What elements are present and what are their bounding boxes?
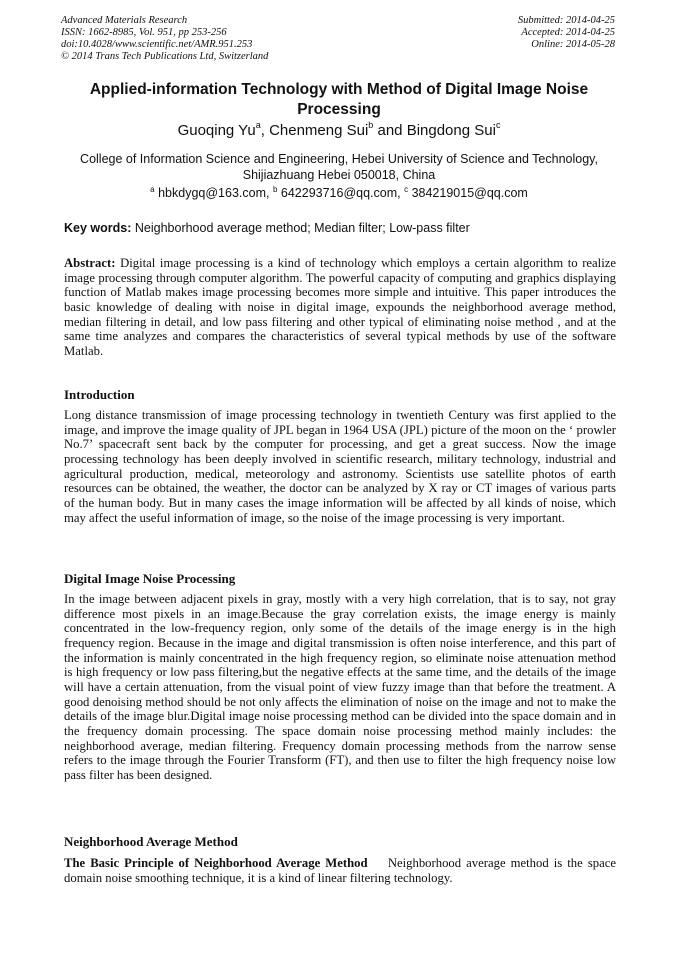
- abstract: [64, 256, 616, 359]
- paper-title: Applied-information Technology with Method of Digital Image Noise Processing: [89, 81, 589, 118]
- author-separator: and: [373, 122, 407, 139]
- submitted-date: Submitted: 2014-04-25: [517, 15, 615, 26]
- journal-name: Advanced Materials Research: [61, 15, 188, 26]
- copyright-line: © 2014 Trans Tech Publications Ltd, Switzerland: [61, 51, 269, 62]
- email-list: [61, 185, 617, 201]
- introduction-paragraph: Long distance transmission of image processing technology in twentieth Century was first applied to the image, and improve the image quality of JPL began in 1964 USA (JPL) picture of the moon on the ‘ prowler No.7’ spacecraft sent back by the computer for processing, and get a great success. Now the image processing technology has been deeply involved in scientific research, military technology, industrial and agricultural production, medical, meteorology and astronomy. Scientists use satellite photos of earth resources can be obtained, the weather, the doctor can be analyzed by X ray or CT images of various parts of the human body. But in many cases the image information will be affected by all kinds of noise, which may affect the useful information of image, so the noise of the image processing is very important.: [64, 408, 616, 525]
- email-mark: b: [272, 185, 278, 194]
- email-address: hbkdygq@163.com: [158, 186, 266, 200]
- journal-info: [61, 15, 268, 63]
- email-address: 384219015@qq.com: [411, 186, 528, 200]
- neighborhood-paragraph: [64, 856, 616, 885]
- abstract-label: Abstract:: [64, 256, 116, 270]
- issn-line: ISSN: 1662-8985, Vol. 951, pp 253-256: [61, 27, 227, 38]
- author-separator: ,: [260, 122, 270, 139]
- abstract-text: Digital image processing is a kind of technology which employs a certain algorithm to realize image processing through computer algorithm. The powerful capacity of computing and graphics displaying function of Matlab makes image processing becomes more simple and intuitive. This paper introduces the basic knowledge of dealing with noise in digital image, expounds the neighborhood average method, median filtering in detail, and low pass filtering and other typical of eliminating noise method , and at the same time analyzes and compares the characteristics of several typical methods by use of the software Matlab.: [64, 256, 616, 358]
- doi-line: doi:10.4028/www.scientific.net/AMR.951.253: [61, 39, 253, 50]
- submission-dates: [518, 15, 615, 51]
- keywords-text: Neighborhood average method; Median filter; Low-pass filter: [134, 221, 470, 235]
- online-date: Online: 2014-05-28: [531, 39, 615, 50]
- author-name: Bingdong Sui: [406, 122, 496, 139]
- subsection-label: The Basic Principle of Neighborhood Average Method: [64, 856, 368, 870]
- keywords: [64, 220, 620, 236]
- keywords-label: Key words:: [64, 221, 132, 235]
- email-address: 642293716@qq.com: [280, 186, 398, 200]
- author-list: [61, 121, 617, 141]
- section-heading-neighborhood: Neighborhood Average Method: [64, 834, 238, 849]
- email-mark: c: [404, 185, 409, 194]
- author-affil-mark: a: [255, 120, 261, 130]
- email-separator: ,: [397, 186, 405, 200]
- author-name: Guoqing Yu: [177, 122, 256, 139]
- accepted-date: Accepted: 2014-04-25: [521, 27, 615, 38]
- email-separator: ,: [266, 186, 273, 200]
- author-affil-mark: c: [495, 120, 501, 130]
- noise-processing-paragraph: In the image between adjacent pixels in gray, mostly with a very high correlation, that is to say, not gray difference most pixels in an image.Because the gray correlation exists, the image energy is mainly concentrated in the low-frequency region, only some of the details of the image energy is in the high frequency region. Because in the image and digital transmission is often noise interference, and this part of the information is mainly concentrated in the high frequency region, so eliminate noise attenuation method is high frequency or low pass filtering,but the negative effects at the same time, and the details of the image will have a certain attenuation, from the visual point of view fuzzy image than that before the treatment. A good denoising method should be not only affects the elimination of noise on the image and not to make the details of the image blur.Digital image noise processing method can be divided into the space domain and in the frequency domain processing. The space domain noise processing method mainly includes: the neighborhood average, median filtering. Frequency domain processing methods from the narrow sense refers to the image through the Fourier Transform (FT), and then use to filter the high frequency noise low pass filter has been designed.: [64, 592, 616, 782]
- author-name: Chenmeng Sui: [269, 122, 369, 139]
- affiliation: College of Information Science and Engineering, Hebei University of Science and Technology, Shijiazhuang Hebei 050018, China: [80, 152, 598, 182]
- email-mark: a: [150, 185, 155, 194]
- section-heading-introduction: Introduction: [64, 387, 135, 402]
- section-heading-noise-processing: Digital Image Noise Processing: [64, 571, 236, 586]
- neighborhood-text: Neighborhood average method is the space domain noise smoothing technique, it is a kind of linear filtering technology.: [64, 856, 617, 885]
- author-affil-mark: b: [368, 120, 374, 130]
